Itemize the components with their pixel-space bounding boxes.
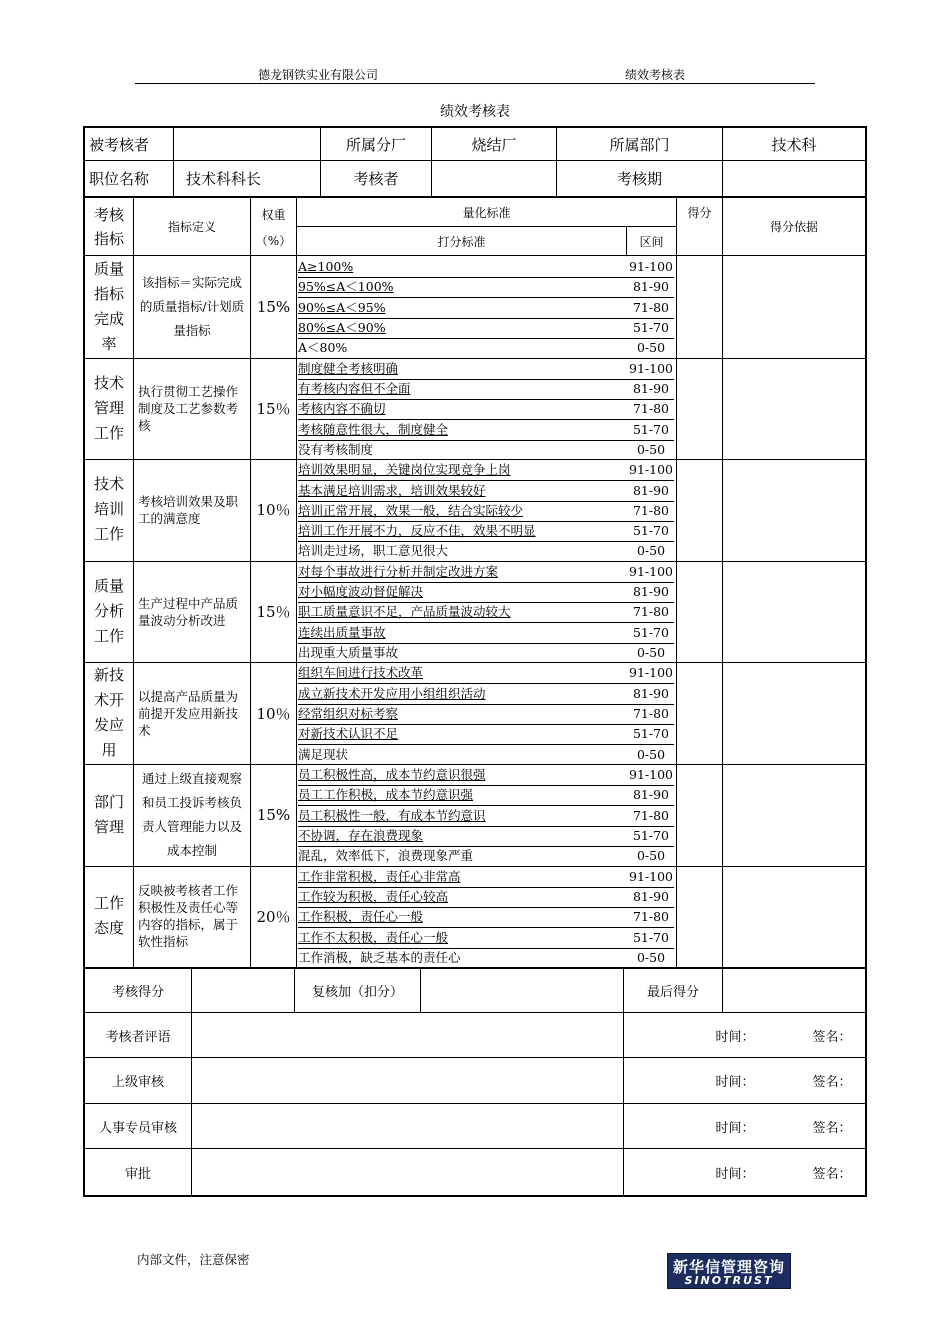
criterion-range: 81-90 — [628, 684, 674, 705]
criterion-line — [298, 257, 674, 278]
criterion-text: 培训正常开展，效果一般，结合实际较少 — [298, 502, 524, 518]
score-field[interactable] — [677, 459, 722, 561]
criterion-text: 培训效果明显，关键岗位实现竞争上岗 — [298, 462, 511, 478]
criterion-range: 91-100 — [628, 460, 674, 481]
indicator-name: 工作态度 — [94, 894, 125, 938]
criterion-range: 51-70 — [628, 724, 674, 745]
criterion-line — [298, 785, 674, 806]
criterion-text: 员工积极性一般，有成本节约意识 — [298, 807, 486, 823]
score-basis-field[interactable] — [723, 256, 865, 358]
indicator-weight: 15% — [256, 297, 291, 316]
criterion-text: 不协调，存在浪费现象 — [298, 827, 424, 843]
form-title: 绩效考核表 — [440, 104, 510, 120]
criterion-line — [298, 602, 674, 623]
criterion-range: 71-80 — [628, 704, 674, 725]
time-label: 时间： — [715, 1166, 755, 1182]
criterion-range: 0-50 — [636, 848, 666, 864]
criterion-line — [298, 704, 674, 725]
criterion-text: 对新技术认识不足 — [298, 726, 399, 742]
criterion-text: 工作消极，缺乏基本的责任心 — [298, 949, 461, 965]
criterion-text: 工作非常积极，责任心非常高 — [298, 868, 461, 884]
logo-en-text: SINOTRUST — [684, 1274, 774, 1287]
score-basis-field[interactable] — [723, 662, 865, 764]
criterion-line — [298, 338, 674, 358]
criterion-line — [298, 541, 674, 561]
criterion-range: 51-70 — [628, 521, 674, 542]
score-basis-field[interactable] — [723, 358, 865, 460]
criterion-line — [298, 440, 674, 460]
criterion-line — [298, 501, 674, 522]
criterion-text: A≥100% — [298, 259, 354, 274]
criterion-line — [298, 745, 674, 765]
criterion-range: 81-90 — [628, 277, 674, 298]
criterion-text: 95%≤A＜100% — [298, 279, 394, 295]
criterion-text: 培训走过场，职工意见很大 — [298, 543, 449, 559]
criterion-line — [298, 928, 674, 949]
criterion-text: 工作不太积极，责任心一般 — [298, 929, 449, 945]
sign-label: 签名： — [812, 1166, 852, 1182]
criterion-text: 工作较为积极，责任心较高 — [298, 888, 449, 904]
indicator-weight: 15% — [256, 805, 291, 824]
dept-value: 技术科 — [771, 135, 817, 154]
indicator-definition: 执行贯彻工艺操作制度及工艺参数考核 — [138, 383, 239, 433]
col-scoring: 打分标准 — [437, 234, 486, 249]
signoff-label: 人事专员审核 — [98, 1120, 177, 1136]
criterion-line — [298, 399, 674, 420]
indicator-weight: 15％ — [256, 603, 291, 622]
indicator-weight: 10％ — [256, 704, 291, 723]
criterion-text: 考核随意性很大，制度健全 — [298, 421, 449, 437]
criterion-range: 91-100 — [628, 257, 674, 278]
criterion-range: 51-70 — [628, 420, 674, 441]
criterion-range: 71-80 — [628, 298, 674, 319]
final-score-field[interactable] — [723, 969, 865, 1012]
criterion-line — [298, 867, 674, 888]
criterion-line — [298, 562, 674, 583]
criterion-line — [298, 379, 674, 400]
score-field[interactable] — [677, 662, 722, 764]
criterion-text: 连续出质量事故 — [298, 624, 386, 640]
criterion-text: 职工质量意识不足，产品质量波动较大 — [298, 604, 511, 620]
indicator-name: 新技术开发应用 — [94, 666, 125, 760]
time-label: 时间： — [715, 1120, 755, 1136]
sign-label: 签名： — [812, 1120, 852, 1136]
header-company: 德龙钢铁实业有限公司 — [258, 68, 379, 82]
col-weight-unit: （%） — [255, 233, 292, 248]
criterion-range: 0-50 — [636, 340, 666, 356]
score-basis-field[interactable] — [723, 866, 865, 968]
criterion-text: 工作积极，责任心一般 — [298, 909, 424, 925]
criterion-line — [298, 684, 674, 705]
period-label: 考核期 — [616, 170, 662, 188]
position-value: 技术科科长 — [186, 170, 262, 188]
score-field[interactable] — [677, 866, 722, 968]
footer-note: 内部文件，注意保密 — [137, 1252, 250, 1267]
criterion-text: 90%≤A＜95% — [298, 299, 386, 315]
col-basis: 得分依据 — [769, 220, 818, 234]
score-basis-field[interactable] — [723, 764, 865, 866]
criterion-text: 组织车间进行技术改革 — [298, 665, 424, 681]
branch-value: 烧结厂 — [471, 135, 517, 154]
criterion-line — [298, 806, 674, 827]
criterion-range: 91-100 — [628, 562, 674, 583]
criterion-text: 培训工作开展不力，反应不佳，效果不明显 — [298, 523, 536, 539]
assessee-field[interactable] — [174, 128, 320, 160]
criterion-line — [298, 420, 674, 441]
assessor-field[interactable] — [432, 161, 556, 196]
criterion-line — [298, 643, 674, 663]
criterion-text: 没有考核制度 — [298, 441, 374, 457]
criterion-line — [298, 359, 674, 380]
criterion-text: 经常组织对标考察 — [298, 706, 399, 721]
criterion-text: 员工积极性高，成本节约意识很强 — [298, 767, 486, 782]
period-field[interactable] — [723, 161, 865, 196]
comment-field[interactable] — [192, 1149, 623, 1195]
criterion-line — [298, 298, 674, 319]
criterion-range: 0-50 — [636, 543, 666, 559]
indicator-name: 技术管理工作 — [94, 373, 125, 442]
sinotrust-logo — [667, 1253, 791, 1289]
criterion-range: 71-80 — [628, 907, 674, 928]
branch-label: 所属分厂 — [345, 135, 406, 154]
review-label: 复核加（扣分） — [311, 985, 403, 1000]
indicator-definition: 通过上级直接观察和员工投诉考核负责人管理能力以及成本控制 — [141, 770, 242, 858]
review-field[interactable] — [421, 969, 623, 1012]
criterion-text: 考核内容不确切 — [298, 401, 386, 417]
col-quant: 量化标准 — [462, 205, 511, 220]
criterion-range: 0-50 — [636, 645, 666, 660]
score-field[interactable] — [677, 256, 722, 358]
comment-field[interactable] — [192, 1013, 623, 1057]
criterion-range: 81-90 — [628, 887, 674, 908]
signoff-label: 上级审核 — [111, 1075, 164, 1090]
comment-field[interactable] — [192, 1104, 623, 1148]
col-range: 区间 — [639, 234, 664, 249]
criterion-line — [298, 826, 674, 847]
total-score-field[interactable] — [192, 969, 294, 1012]
assessor-label: 考核者 — [353, 170, 399, 188]
criterion-range: 0-50 — [636, 746, 666, 762]
criterion-text: 80%≤A＜90% — [298, 319, 386, 335]
criterion-range: 81-90 — [628, 582, 674, 603]
criterion-text: 有考核内容但不全面 — [298, 380, 411, 396]
score-basis-field[interactable] — [723, 459, 865, 561]
criterion-line — [298, 521, 674, 542]
criterion-range: 81-90 — [628, 785, 674, 806]
criterion-text: 基本满足培训需求，培训效果较好 — [298, 482, 486, 498]
criterion-range: 91-100 — [628, 359, 674, 380]
criterion-range: 91-100 — [628, 867, 674, 888]
criterion-range: 91-100 — [628, 765, 674, 786]
indicator-weight: 20％ — [256, 907, 291, 926]
criterion-line — [298, 623, 674, 644]
criterion-range: 0-50 — [636, 441, 666, 457]
score-basis-field[interactable] — [723, 561, 865, 663]
indicator-definition: 考核培训效果及职工的满意度 — [138, 493, 239, 526]
indicator-name: 质量指标完成率 — [94, 259, 125, 353]
criterion-range: 0-50 — [636, 949, 666, 965]
signoff-label: 审批 — [124, 1166, 151, 1182]
indicator-name: 技术培训工作 — [94, 475, 125, 544]
criterion-text: 制度健全考核明确 — [298, 360, 399, 376]
criterion-range: 51-70 — [628, 318, 674, 339]
indicator-name: 质量分析工作 — [94, 577, 125, 646]
criterion-text: 混乱，效率低下，浪费现象严重 — [298, 848, 474, 864]
header-rule — [135, 83, 815, 84]
total-score-label: 考核得分 — [111, 985, 164, 1000]
criterion-text: 满足现状 — [298, 746, 349, 762]
criterion-line — [298, 663, 674, 684]
col-score: 得分 — [687, 205, 712, 220]
indicator-definition: 生产过程中产品质量波动分析改进 — [138, 595, 239, 628]
logo-cn-text: 新华信管理咨询 — [672, 1258, 785, 1276]
criterion-text: A＜80% — [298, 340, 348, 356]
indicator-definition: 该指标＝实际完成的质量指标/计划质量指标 — [139, 274, 245, 338]
sign-label: 签名： — [812, 1029, 852, 1045]
time-label: 时间： — [715, 1075, 755, 1090]
indicator-weight: 15％ — [256, 399, 291, 418]
indicator-name: 部门管理 — [94, 792, 125, 836]
comment-field[interactable] — [192, 1058, 623, 1103]
indicator-definition: 以提高产品质量为前提开发应用新技术 — [138, 688, 239, 738]
criterion-text: 员工工作积极，成本节约意识强 — [298, 787, 474, 803]
criterion-range: 71-80 — [628, 602, 674, 623]
col-weight: 权重 — [261, 207, 286, 222]
criterion-line — [298, 765, 674, 786]
col-indicator: 考核 指标 — [93, 205, 124, 248]
criterion-line — [298, 724, 674, 745]
criterion-text: 出现重大质量事故 — [298, 645, 399, 660]
criterion-range: 81-90 — [628, 481, 674, 502]
criterion-line — [298, 907, 674, 928]
score-field[interactable] — [677, 764, 722, 866]
dept-label: 所属部门 — [609, 135, 670, 154]
criterion-line — [298, 846, 674, 866]
criterion-text: 成立新技术开发应用小组组织活动 — [298, 685, 486, 701]
time-label: 时间： — [715, 1029, 755, 1045]
col-definition: 指标定义 — [167, 220, 216, 234]
criterion-range: 51-70 — [628, 623, 674, 644]
assessee-label: 被考核者 — [89, 135, 150, 154]
criterion-range: 71-80 — [628, 501, 674, 522]
criterion-range: 71-80 — [628, 399, 674, 420]
criterion-range: 51-70 — [628, 928, 674, 949]
criterion-range: 71-80 — [628, 806, 674, 827]
criterion-line — [298, 481, 674, 502]
criterion-line — [298, 460, 674, 481]
score-field[interactable] — [677, 561, 722, 663]
criterion-text: 对每个事故进行分析并制定改进方案 — [298, 563, 499, 579]
criterion-text: 对小幅度波动督促解决 — [298, 584, 424, 600]
criterion-line — [298, 318, 674, 339]
indicator-weight: 10％ — [256, 501, 291, 520]
criterion-range: 51-70 — [628, 826, 674, 847]
indicator-definition: 反映被考核者工作积极性及责任心等内容的指标，属于软性指标 — [138, 883, 239, 950]
criterion-range: 81-90 — [628, 379, 674, 400]
criterion-range: 91-100 — [628, 663, 674, 684]
criterion-line — [298, 948, 674, 968]
criterion-line — [298, 277, 674, 298]
position-label: 职位名称 — [89, 170, 150, 188]
header-doc-name: 绩效考核表 — [625, 68, 686, 82]
criterion-line — [298, 887, 674, 908]
sign-label: 签名： — [812, 1075, 852, 1090]
signoff-label: 考核者评语 — [105, 1029, 171, 1045]
score-field[interactable] — [677, 358, 722, 460]
criterion-line — [298, 582, 674, 603]
final-score-label: 最后得分 — [646, 985, 699, 1000]
